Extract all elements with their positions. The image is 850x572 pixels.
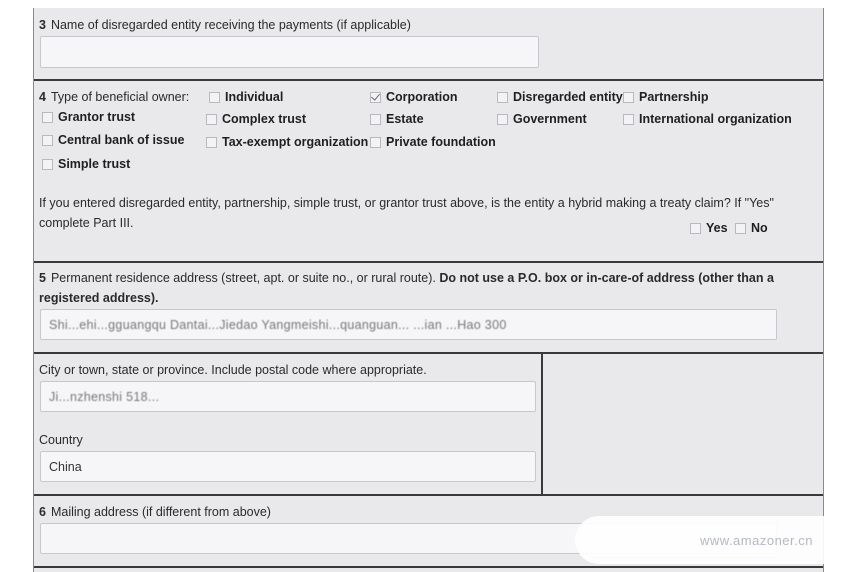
permanent-address-input[interactable] bbox=[40, 309, 777, 340]
section4-label bbox=[39, 90, 189, 104]
checkbox-central-bank[interactable] bbox=[42, 133, 184, 147]
section4-text: Type of beneficial owner: bbox=[50, 90, 190, 104]
checkbox-box[interactable] bbox=[735, 223, 746, 234]
checkbox-box[interactable] bbox=[42, 112, 53, 123]
checkbox-label: Grantor trust bbox=[58, 110, 136, 124]
checkbox-box[interactable] bbox=[209, 92, 220, 103]
checkbox-box[interactable] bbox=[206, 114, 217, 125]
divider-5-6 bbox=[34, 494, 823, 496]
section5-bold-text: Do not use a P.O. box or in-care-of address (other than a registered address). bbox=[39, 271, 774, 305]
checkbox-box[interactable] bbox=[497, 114, 508, 125]
section6-label bbox=[39, 505, 271, 519]
checkbox-label: International organization bbox=[639, 112, 792, 126]
checkbox-box[interactable] bbox=[623, 114, 634, 125]
checkbox-label: Government bbox=[513, 112, 587, 126]
checkbox-complex-trust[interactable] bbox=[206, 112, 306, 126]
divider-3-4 bbox=[34, 79, 823, 81]
checkbox-label: Estate bbox=[386, 112, 424, 126]
city-input[interactable] bbox=[40, 381, 536, 412]
checkbox-partnership[interactable] bbox=[623, 90, 708, 104]
divider-6-bottom bbox=[34, 566, 823, 568]
divider-4-5 bbox=[34, 261, 823, 263]
section6-number: 6 bbox=[39, 505, 46, 519]
city-value: Ji...nzhenshi 518... bbox=[49, 389, 160, 404]
checkbox-individual[interactable] bbox=[209, 90, 283, 104]
watermark-text: www.amazoner.cn bbox=[700, 532, 813, 548]
checkbox-label: Tax-exempt organization bbox=[222, 135, 369, 149]
section6-text: Mailing address (if different from above) bbox=[50, 505, 271, 519]
w8ben-form bbox=[33, 8, 824, 572]
city-label: City or town, state or province. Include postal code where appropriate. bbox=[39, 363, 427, 377]
checkbox-hybrid-no[interactable] bbox=[735, 221, 768, 235]
section5-text: Permanent residence address (street, apt. or suite no., or rural route). bbox=[50, 271, 440, 285]
checkbox-box[interactable] bbox=[370, 137, 381, 148]
country-label: Country bbox=[39, 433, 83, 447]
vertical-divider bbox=[541, 352, 543, 494]
checkbox-box[interactable] bbox=[623, 92, 634, 103]
section5-label bbox=[39, 268, 799, 308]
checkbox-label: Partnership bbox=[639, 90, 709, 104]
divider-5-city bbox=[34, 352, 823, 354]
section3-number: 3 bbox=[39, 18, 46, 32]
checkbox-box[interactable] bbox=[370, 114, 381, 125]
checkbox-government[interactable] bbox=[497, 112, 587, 126]
checkbox-grantor-trust[interactable] bbox=[42, 110, 135, 124]
checkbox-simple-trust[interactable] bbox=[42, 157, 130, 171]
checkbox-estate[interactable] bbox=[370, 112, 424, 126]
checkbox-label: Complex trust bbox=[222, 112, 307, 126]
country-input[interactable]: China bbox=[40, 451, 536, 482]
checkbox-box[interactable] bbox=[690, 223, 701, 234]
checkbox-disregarded-entity[interactable] bbox=[497, 90, 623, 104]
checkbox-box[interactable] bbox=[42, 135, 53, 146]
checkbox-private-foundation[interactable] bbox=[370, 135, 496, 149]
checkbox-box-checked[interactable] bbox=[370, 92, 381, 103]
checkbox-box[interactable] bbox=[497, 92, 508, 103]
section3-label bbox=[39, 18, 411, 32]
checkbox-label: Simple trust bbox=[58, 157, 131, 171]
checkbox-international-organization[interactable] bbox=[623, 112, 792, 126]
section5-number: 5 bbox=[39, 271, 46, 285]
checkbox-label: Individual bbox=[225, 90, 284, 104]
disregarded-entity-name-input[interactable] bbox=[40, 36, 539, 68]
checkbox-box[interactable] bbox=[42, 159, 53, 170]
section3-text: Name of disregarded entity receiving the payments (if applicable) bbox=[50, 18, 411, 32]
hybrid-question: If you entered disregarded entity, partnership, simple trust, or grantor trust above, is the entity a hybrid making a treaty claim? If "Yes" complete Part III. bbox=[39, 196, 774, 230]
checkbox-box[interactable] bbox=[206, 137, 217, 148]
checkbox-tax-exempt[interactable] bbox=[206, 135, 368, 149]
checkbox-label: Disregarded entity bbox=[513, 90, 623, 104]
checkbox-label: Corporation bbox=[386, 90, 458, 104]
checkbox-label: Yes bbox=[706, 221, 728, 235]
address-value: Shi...ehi...gguangqu Dantai...Jiedao Yangmeishi...quanguan... ...ian ...Hao 300 bbox=[49, 317, 507, 332]
checkbox-hybrid-yes[interactable] bbox=[690, 221, 728, 235]
checkbox-label: Central bank of issue bbox=[58, 133, 185, 147]
section4-number: 4 bbox=[39, 90, 46, 104]
checkbox-label: Private foundation bbox=[386, 135, 496, 149]
checkbox-label: No bbox=[751, 221, 768, 235]
watermark bbox=[575, 516, 825, 564]
checkbox-corporation[interactable] bbox=[370, 90, 458, 104]
